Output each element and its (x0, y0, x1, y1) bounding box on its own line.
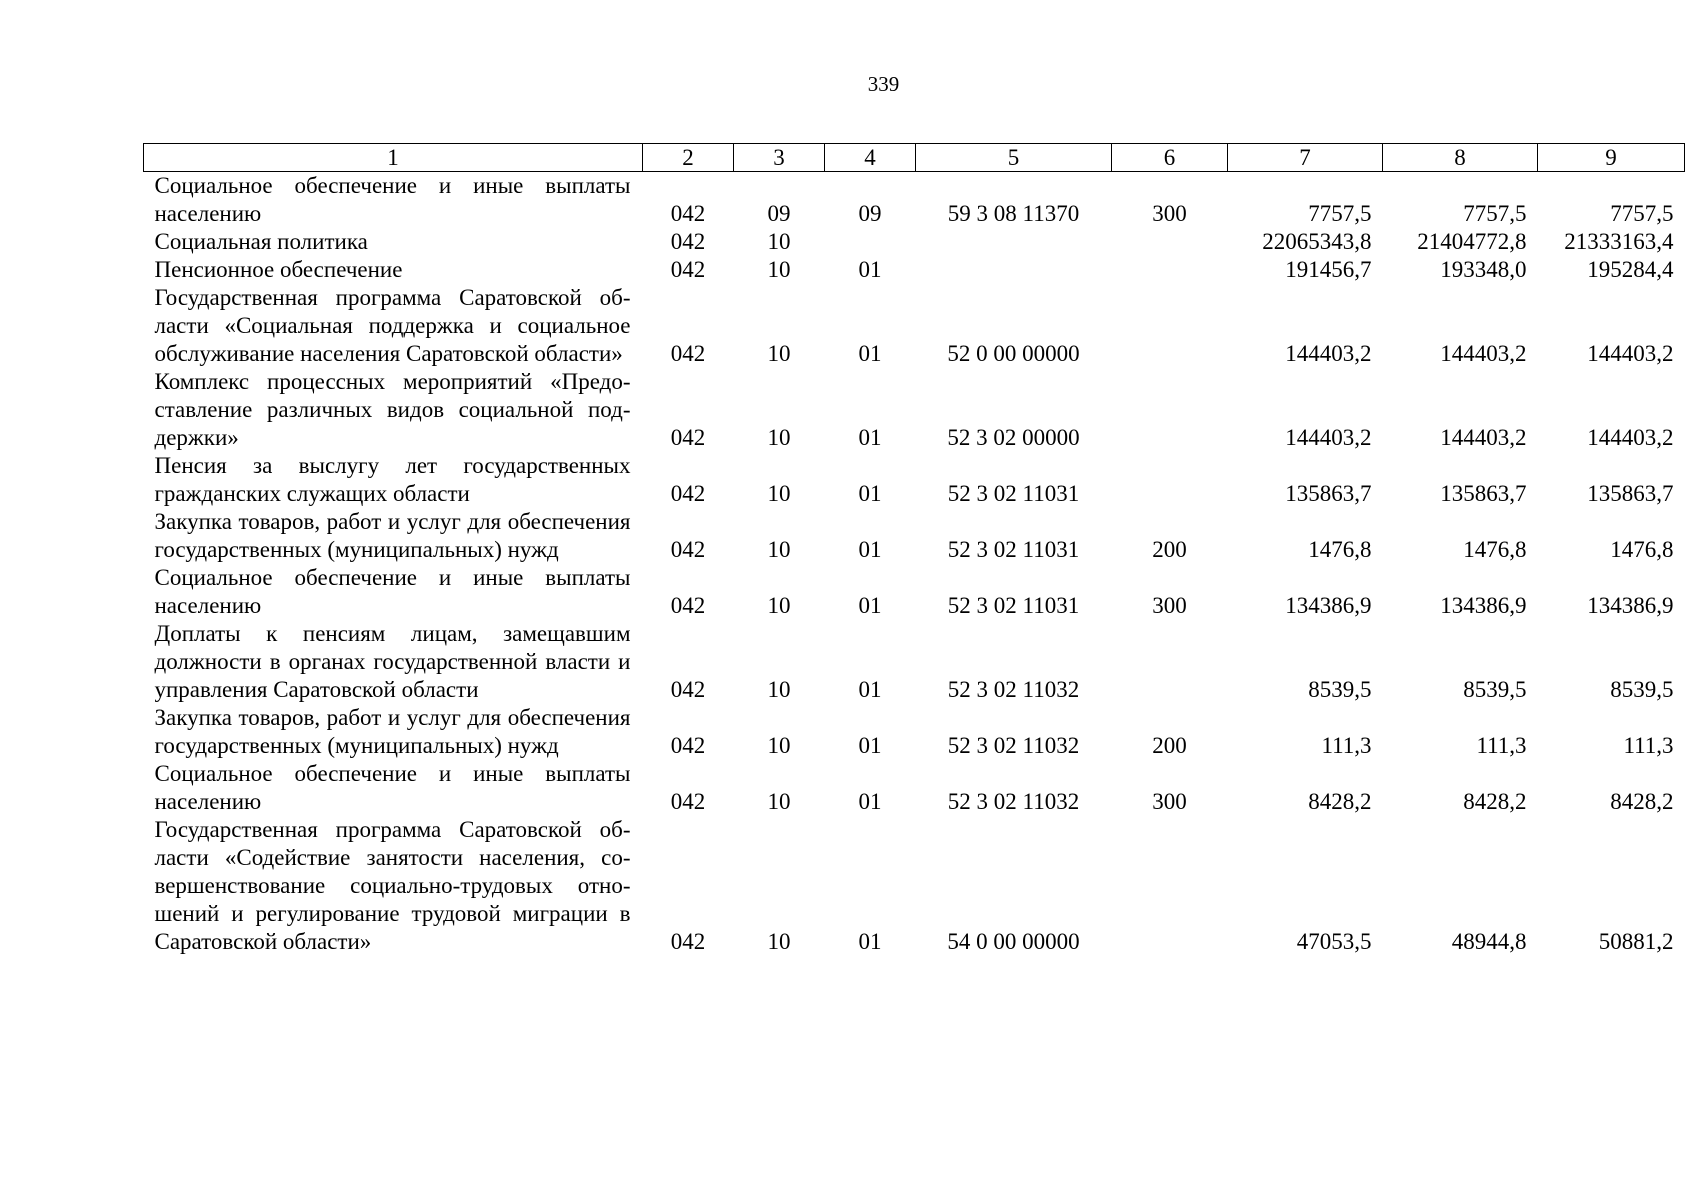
table-row (144, 368, 1685, 452)
header-cell-1: 1 (144, 144, 643, 172)
row-subsection-code: 01 (858, 789, 882, 814)
row-expense-type: 200 (1152, 537, 1187, 562)
row-ministry-code: 042 (670, 229, 706, 254)
page-number: 339 (867, 72, 900, 96)
row-name: Государственная программа Саратовской области «Содействие занятости населения, совершенствование социально-трудовых отношений и регулирование трудовой миграции в Саратовской области» (154, 817, 631, 954)
row-expense-type: 300 (1152, 593, 1187, 618)
row-name: Социальная политика (154, 229, 368, 254)
table-row (144, 816, 1685, 956)
table-row (144, 256, 1685, 284)
budget-table (143, 143, 1685, 956)
row-target-code: 52 3 02 11032 (947, 677, 1080, 702)
row-section-code: 10 (767, 425, 791, 450)
row-name: Социальное обеспечение и иные выплаты населению (154, 173, 631, 226)
row-amount-col7: 134386,9 (1285, 593, 1372, 618)
row-name: Социальное обеспечение и иные выплаты населению (154, 761, 631, 814)
table-row (144, 452, 1685, 508)
row-target-code: 52 3 02 11031 (947, 593, 1080, 618)
row-name: Социальное обеспечение и иные выплаты населению (154, 565, 631, 618)
row-section-code: 09 (767, 201, 791, 226)
row-ministry-code: 042 (670, 341, 706, 366)
row-expense-type (1112, 228, 1228, 256)
row-name: Закупка товаров, работ и услуг для обеспечения государственных (муниципальных) нужд (154, 705, 631, 758)
table-row (144, 508, 1685, 564)
row-target-code: 59 3 08 11370 (947, 201, 1080, 226)
row-subsection-code: 01 (858, 733, 882, 758)
row-subsection-code: 09 (858, 201, 882, 226)
row-section-code: 10 (767, 677, 791, 702)
row-amount-col9: 111,3 (1623, 733, 1674, 758)
row-name: Доплаты к пенсиям лицам, замещавшим должности в органах государственной власти и управления Саратовской области (154, 621, 631, 702)
row-amount-col7: 8428,2 (1308, 789, 1372, 814)
row-subsection-code: 01 (858, 341, 882, 366)
header-cell-2: 2 (643, 144, 734, 172)
row-expense-type: 300 (1152, 789, 1187, 814)
row-expense-type: 200 (1152, 733, 1187, 758)
row-section-code: 10 (767, 537, 791, 562)
row-amount-col8: 1476,8 (1463, 537, 1527, 562)
row-subsection-code (825, 228, 916, 256)
row-ministry-code: 042 (670, 929, 706, 954)
row-section-code: 10 (767, 789, 791, 814)
header-cell-3: 3 (734, 144, 825, 172)
row-subsection-code: 01 (858, 537, 882, 562)
row-amount-col9: 144403,2 (1587, 341, 1674, 366)
row-amount-col9: 8539,5 (1610, 677, 1674, 702)
row-name: Пенсия за выслугу лет государственных гражданских служащих области (154, 453, 631, 506)
header-row (144, 144, 1685, 172)
row-amount-col9: 50881,2 (1598, 929, 1674, 954)
row-amount-col9: 135863,7 (1587, 481, 1674, 506)
table-row (144, 704, 1685, 760)
row-name: Закупка товаров, работ и услуг для обеспечения государственных (муниципальных) нужд (154, 509, 631, 562)
row-ministry-code: 042 (670, 425, 706, 450)
row-section-code: 10 (767, 929, 791, 954)
table-row (144, 284, 1685, 368)
row-section-code: 10 (767, 593, 791, 618)
row-section-code: 10 (767, 733, 791, 758)
row-ministry-code: 042 (670, 481, 706, 506)
table-row (144, 620, 1685, 704)
row-expense-type (1112, 256, 1228, 284)
row-amount-col7: 144403,2 (1285, 341, 1372, 366)
row-amount-col7: 191456,7 (1285, 257, 1372, 282)
table-header (144, 144, 1685, 172)
row-section-code: 10 (767, 341, 791, 366)
header-cell-7: 7 (1228, 144, 1383, 172)
row-target-code: 52 3 02 11032 (947, 733, 1080, 758)
header-cell-8: 8 (1383, 144, 1538, 172)
row-amount-col9: 8428,2 (1610, 789, 1674, 814)
row-expense-type (1112, 620, 1228, 704)
row-target-code: 52 3 02 11032 (947, 789, 1080, 814)
table-row (144, 760, 1685, 816)
row-ministry-code: 042 (670, 257, 706, 282)
row-amount-col9: 195284,4 (1587, 257, 1674, 282)
row-name: Пенсионное обеспечение (154, 257, 403, 282)
row-amount-col7: 1476,8 (1308, 537, 1372, 562)
row-amount-col8: 21404772,8 (1417, 229, 1527, 254)
table-row (144, 564, 1685, 620)
row-expense-type (1112, 452, 1228, 508)
row-amount-col8: 48944,8 (1451, 929, 1527, 954)
row-ministry-code: 042 (670, 537, 706, 562)
row-expense-type (1112, 816, 1228, 956)
table-row (144, 228, 1685, 256)
table-row (144, 172, 1685, 229)
row-amount-col8: 144403,2 (1440, 341, 1527, 366)
row-amount-col8: 134386,9 (1440, 593, 1527, 618)
row-target-code: 52 0 00 00000 (947, 341, 1080, 366)
row-amount-col8: 144403,2 (1440, 425, 1527, 450)
row-ministry-code: 042 (670, 789, 706, 814)
row-ministry-code: 042 (670, 733, 706, 758)
row-amount-col7: 8539,5 (1308, 677, 1372, 702)
row-expense-type (1112, 284, 1228, 368)
row-amount-col8: 7757,5 (1463, 201, 1527, 226)
row-section-code: 10 (767, 257, 791, 282)
row-amount-col8: 111,3 (1476, 733, 1527, 758)
row-subsection-code: 01 (858, 257, 882, 282)
row-amount-col9: 144403,2 (1587, 425, 1674, 450)
row-amount-col7: 7757,5 (1308, 201, 1372, 226)
row-ministry-code: 042 (670, 201, 706, 226)
row-amount-col8: 193348,0 (1440, 257, 1527, 282)
row-subsection-code: 01 (858, 425, 882, 450)
header-cell-4: 4 (825, 144, 916, 172)
row-ministry-code: 042 (670, 677, 706, 702)
row-target-code: 54 0 00 00000 (947, 929, 1080, 954)
row-amount-col7: 22065343,8 (1262, 229, 1372, 254)
row-target-code: 52 3 02 11031 (947, 481, 1080, 506)
row-expense-type: 300 (1152, 201, 1187, 226)
row-amount-col9: 1476,8 (1610, 537, 1674, 562)
row-amount-col7: 47053,5 (1296, 929, 1372, 954)
row-subsection-code: 01 (858, 481, 882, 506)
row-amount-col9: 134386,9 (1587, 593, 1674, 618)
row-amount-col7: 135863,7 (1285, 481, 1372, 506)
row-name: Комплекс процессных мероприятий «Предоставление различных видов социальной поддержки» (154, 369, 631, 450)
row-target-code (916, 228, 1112, 256)
table-body (144, 172, 1685, 957)
header-cell-9: 9 (1538, 144, 1685, 172)
row-amount-col7: 144403,2 (1285, 425, 1372, 450)
row-section-code: 10 (767, 229, 791, 254)
row-amount-col9: 21333163,4 (1564, 229, 1674, 254)
row-ministry-code: 042 (670, 593, 706, 618)
row-amount-col9: 7757,5 (1610, 201, 1674, 226)
row-amount-col8: 8428,2 (1463, 789, 1527, 814)
row-target-code: 52 3 02 11031 (947, 537, 1080, 562)
header-cell-5: 5 (916, 144, 1112, 172)
row-name: Государственная программа Саратовской области «Социальная поддержка и социальное обслуживание населения Саратовской области» (154, 285, 631, 366)
header-cell-6: 6 (1112, 144, 1228, 172)
row-subsection-code: 01 (858, 929, 882, 954)
row-amount-col7: 111,3 (1321, 733, 1372, 758)
row-subsection-code: 01 (858, 677, 882, 702)
row-amount-col8: 135863,7 (1440, 481, 1527, 506)
row-target-code (916, 256, 1112, 284)
row-amount-col8: 8539,5 (1463, 677, 1527, 702)
row-subsection-code: 01 (858, 593, 882, 618)
row-target-code: 52 3 02 00000 (947, 425, 1080, 450)
row-expense-type (1112, 368, 1228, 452)
row-section-code: 10 (767, 481, 791, 506)
